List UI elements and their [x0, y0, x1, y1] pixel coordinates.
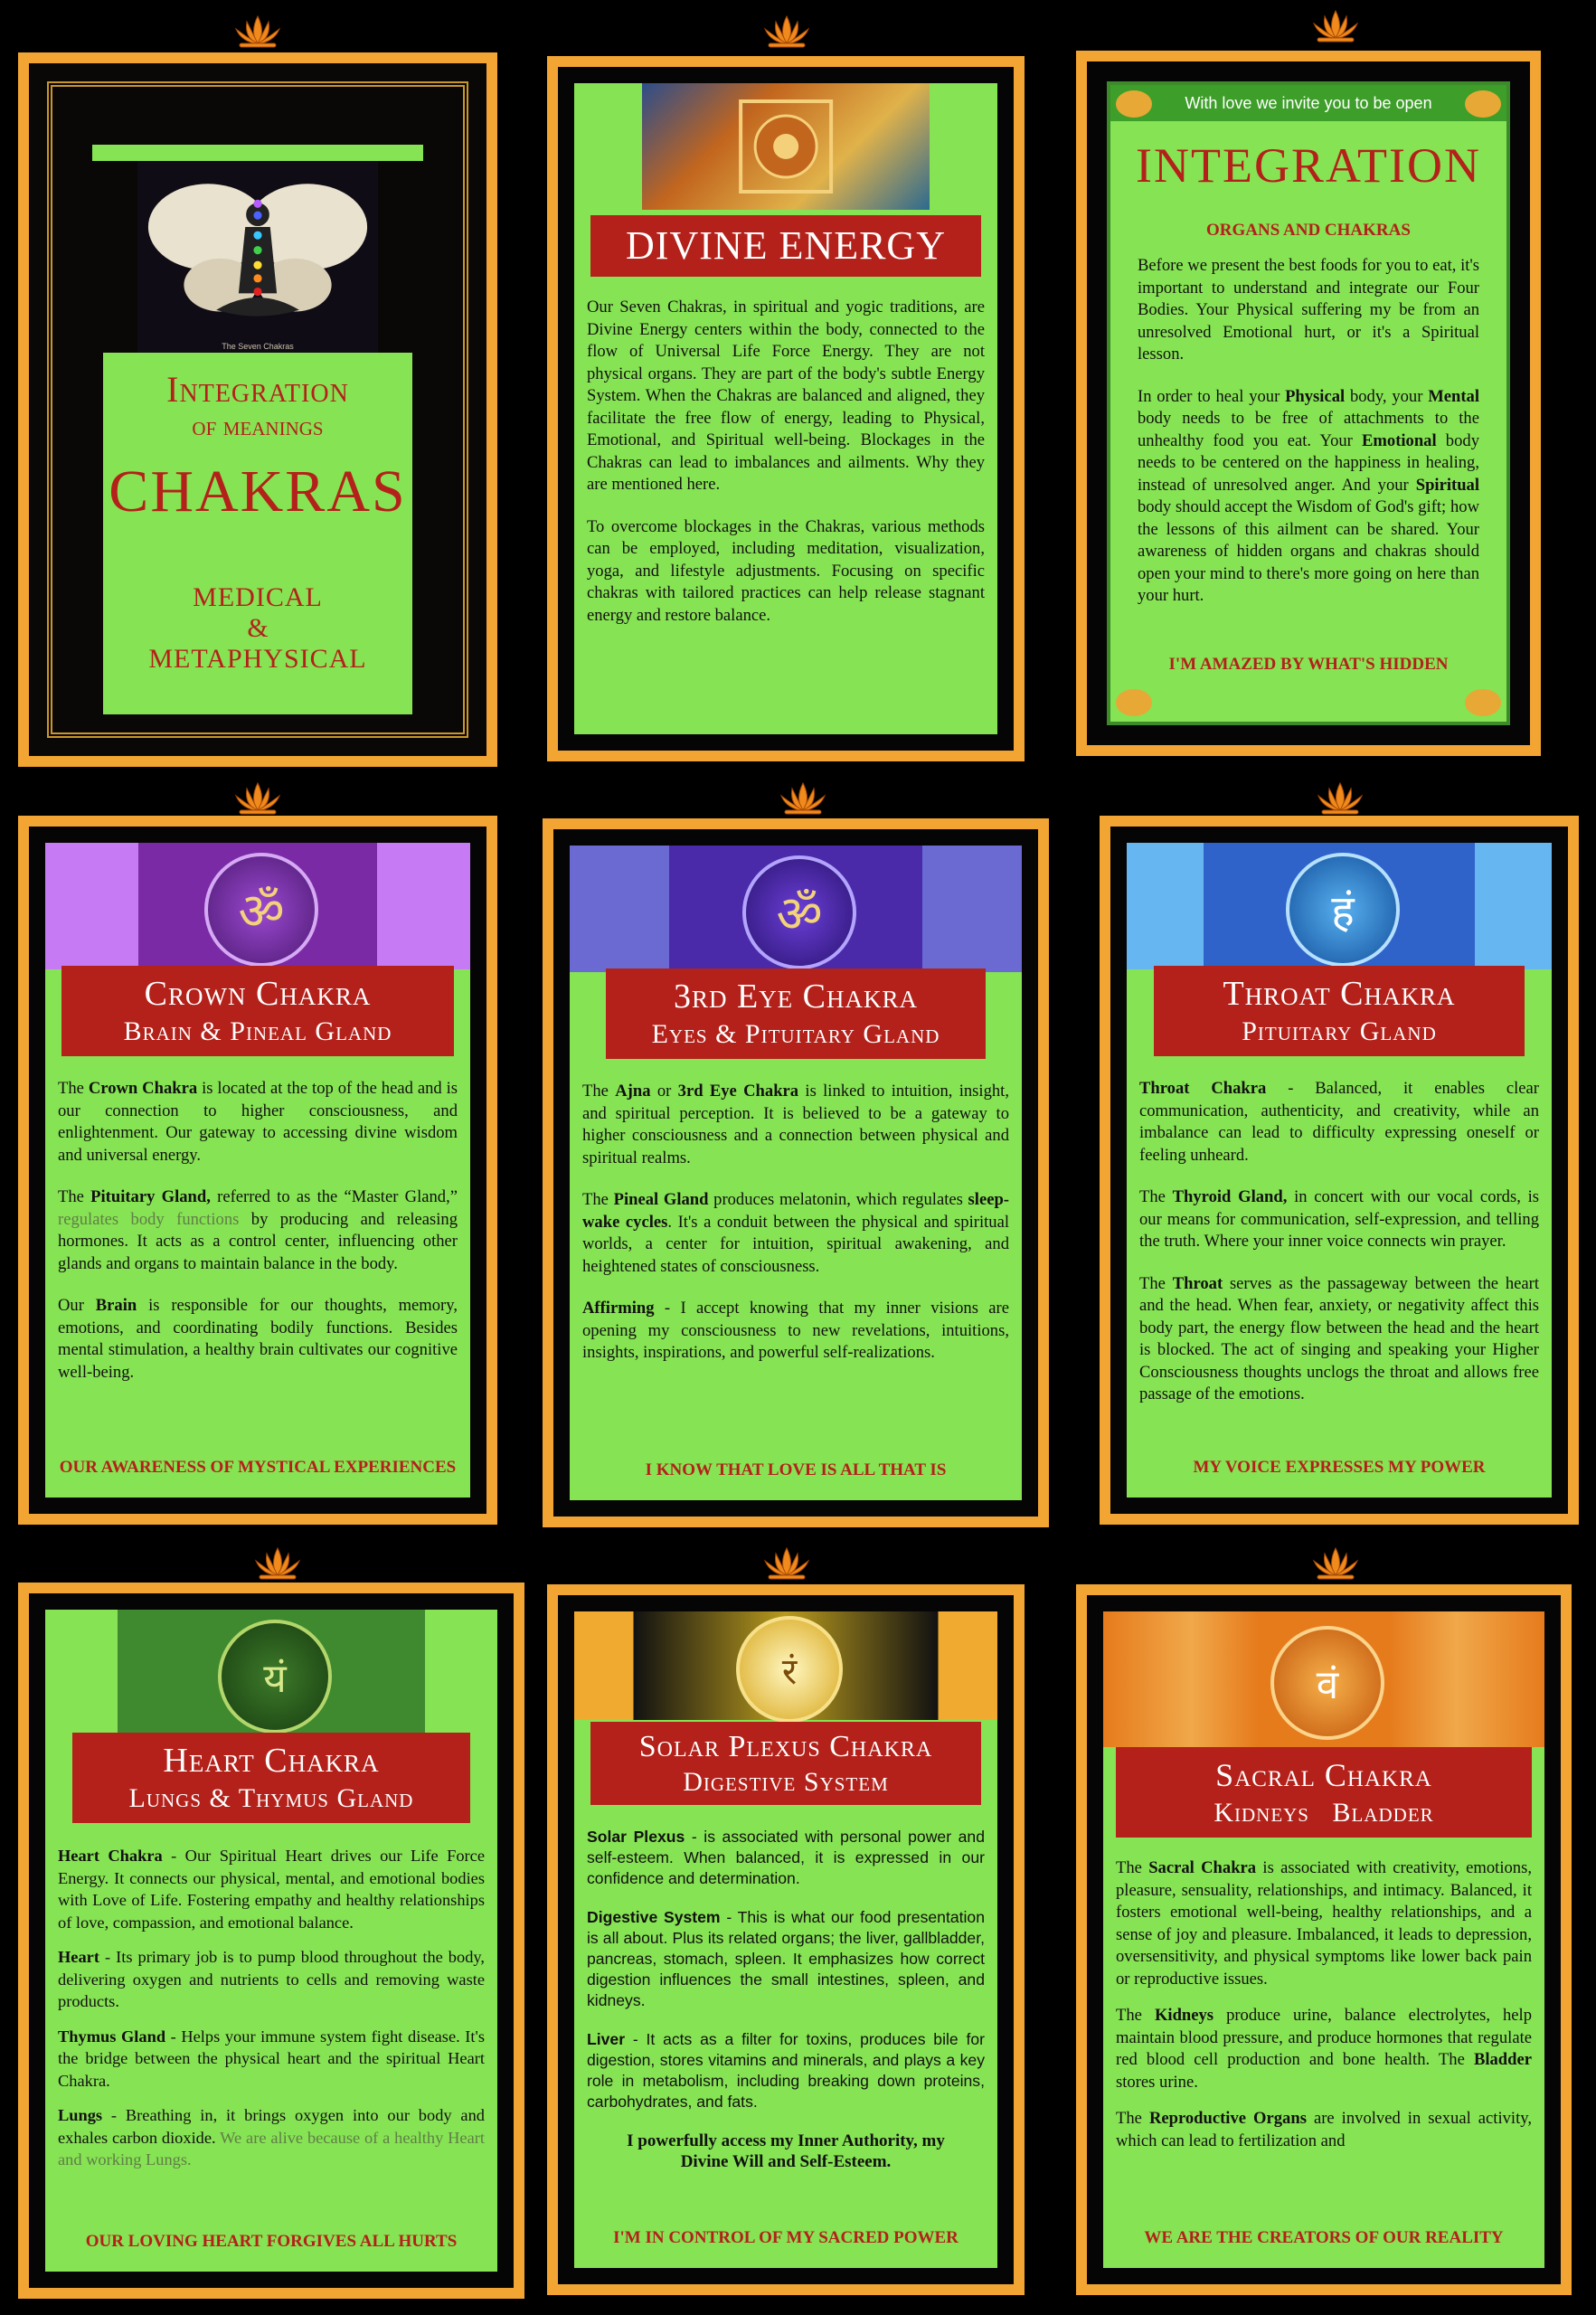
crown-chakra-card: [18, 816, 497, 1525]
sacral-paragraph-3: The Reproductive Organs are involved in sexual activity, which can lead to fertilization and: [1116, 2109, 1532, 2150]
crown-body: [58, 1078, 458, 1403]
integration-paragraph-2: In order to heal your Physical body, your Mental body needs to be free of attachments to the unhealthy food you eat. Your Emotional body needs to be centered on the happiness in healing, instead of unresolved anger. And your Spiritual body should accept the Wisdom of God's gift; how the lessons of this ailment can be shared. Your awareness of hidden organs and chakras should open your mind to there's more going on here than your hurt.: [1138, 386, 1480, 605]
third-eye-banner: [570, 846, 1022, 972]
sacral-title-bar: [1116, 1747, 1532, 1838]
cover-subtitle-medical: MEDICAL: [193, 582, 323, 612]
cover-top-bar: [92, 145, 423, 161]
solar-subtitle: Digestive System: [683, 1767, 889, 1797]
heart-paragraph-4: Lungs - Breathing in, it brings oxygen into our body and exhales carbon dioxide. We are alive because of a healthy Heart and working Lungs.: [58, 2106, 485, 2169]
cover-banner-caption: The Seven Chakras: [222, 342, 294, 351]
heart-chakra-card: [18, 1583, 524, 2299]
heart-paragraph-2: Heart - Its primary job is to pump blood throughout the body, delivering oxygen and nutrients to cells and removing waste products.: [58, 1948, 485, 2010]
lotus-corner-icon: [1116, 90, 1152, 118]
heart-symbol-icon: यं: [218, 1620, 332, 1734]
cover-subtitle-metaphysical: METAPHYSICAL: [148, 644, 367, 674]
heart-body: [58, 1845, 485, 2191]
cover-main-title: CHAKRAS: [109, 458, 407, 524]
lotus-ornament-icon: [231, 13, 285, 49]
third-eye-body: [582, 1081, 1009, 1384]
divine-title: DIVINE ENERGY: [626, 223, 946, 268]
integration-subtitle: ORGANS AND CHAKRAS: [1206, 221, 1411, 240]
throat-paragraph-2: The Thyroid Gland, in concert with our vocal cords, is our means for communication, self-expression, and telling the truth. Where your inner voice connects win prayer.: [1139, 1187, 1539, 1251]
sacral-banner: [1103, 1611, 1544, 1747]
sacral-panel: [1103, 1611, 1544, 2268]
lotus-ornament-icon: [760, 1545, 814, 1581]
lotus-ornament-icon: [1308, 7, 1363, 43]
solar-plexus-panel: [574, 1611, 997, 2268]
divine-body: [587, 297, 985, 647]
heart-panel: [45, 1610, 497, 2272]
third-eye-title: 3rd Eye Chakra: [673, 978, 919, 1016]
integration-paragraph-1: Before we present the best foods for you to eat, it's important to understand and integrate our Four Bodies. Your Physical suffering my be from an unresolved Emotional hurt, or it's a Spiritual lesson.: [1138, 256, 1479, 364]
throat-paragraph-1: Throat Chakra - Balanced, it enables clear communication, authenticity, and creativity, while an imbalance can lead to difficulty expressing oneself or feeling unheard.: [1139, 1079, 1539, 1165]
cover-card: [18, 52, 497, 767]
divine-energy-panel: [574, 83, 997, 734]
solar-banner: [574, 1611, 997, 1720]
divine-energy-card: [547, 56, 1025, 761]
mandala-image: [642, 83, 930, 210]
mandala-icon: [642, 83, 930, 210]
sacral-subtitle: Kidneys Bladder: [1214, 1798, 1434, 1828]
throat-paragraph-3: The Throat serves as the passageway between the heart and the head. When fear, anxiety, or negativity affect this body part, the energy flow between the head and the heart is blocked. The act of singing and speaking your Higher Consciousness thoughts unclogs the throat and allows free passage of the emotions.: [1139, 1273, 1539, 1403]
crown-paragraph-2: The Pituitary Gland, referred to as the “Master Gland,” regulates body functions by producing and releasing hormones. It acts as a control center, influencing other glands and organs to maintain balance in the body.: [58, 1187, 458, 1273]
solar-paragraph-2: Digestive System - This is what our food presentation is all about. Plus its related organs; the liver, gallbladder, pancreas, stomach, spleen. It emphasizes how correct digestion influences the small intestines, spleen, and kidneys.: [587, 1908, 985, 2009]
invite-text: With love we invite you to be open: [1185, 94, 1432, 112]
heart-subtitle: Lungs & Thymus Gland: [128, 1783, 414, 1813]
throat-chakra-card: [1100, 816, 1579, 1525]
throat-body: [1139, 1078, 1539, 1426]
cover-subtitle-ampersand: &: [247, 613, 269, 643]
lotus-corner-icon: [1465, 90, 1501, 118]
solar-body: [587, 1827, 985, 2192]
lotus-ornament-icon: [250, 1545, 305, 1581]
divine-title-bar: [590, 215, 981, 277]
crown-panel: [45, 843, 470, 1498]
third-eye-symbol-icon: ॐ: [742, 855, 856, 969]
third-eye-banner-center: [669, 846, 922, 972]
throat-tagline: MY VOICE EXPRESSES MY POWER: [1193, 1458, 1486, 1477]
heart-title: Heart Chakra: [163, 1742, 380, 1780]
crown-paragraph-1: The Crown Chakra is located at the top of the head and is our connection to higher consciousness, and enlightenment. Our gateway to accessing divine wisdom and universal energy.: [58, 1079, 458, 1165]
crown-subtitle: Brain & Pineal Gland: [123, 1016, 392, 1046]
solar-title: Solar Plexus Chakra: [638, 1730, 933, 1763]
third-eye-paragraph-2: The Pineal Gland produces melatonin, which regulates sleep-wake cycles. It's a conduit between the physical and spiritual worlds, a center for intuition, spiritual awakening, and heightened states of consciousness.: [582, 1190, 1009, 1276]
lotus-ornament-icon: [231, 780, 285, 816]
lotus-ornament-icon: [1313, 780, 1367, 816]
divine-paragraph-1: Our Seven Chakras, in spiritual and yogic traditions, are Divine Energy centers within the body, connected to the flow of Universal Life Force Energy. They are not physical organs. They are part of the body's subtle Energy System. When the Chakras are balanced and aligned, they facilitate the free flow of energy, leading to Physical, Emotional, and Spiritual well-being. Blockages in the Chakras can lead to imbalances and ailments. Why they are mentioned here.: [587, 298, 985, 494]
crown-title-bar: [61, 966, 454, 1056]
throat-banner-center: [1204, 843, 1476, 969]
crown-symbol-icon: ॐ: [204, 853, 318, 967]
third-eye-subtitle: Eyes & Pituitary Gland: [651, 1019, 940, 1049]
third-eye-chakra-card: [543, 818, 1049, 1527]
invite-bar: [1110, 85, 1506, 121]
heart-paragraph-3: Thymus Gland - Helps your immune system fight disease. It's the bridge between the physical heart and the spiritual Heart Chakra.: [58, 2027, 486, 2090]
solar-paragraph-3: Liver - It acts as a filter for toxins, produces bile for digestion, stores vitamins and minerals, and plays a key role in metabolism, including breaking down proteins, carbohydrates, and fats.: [587, 2030, 985, 2111]
integration-title: INTEGRATION: [1136, 138, 1481, 193]
integration-card: [1076, 51, 1541, 756]
sacral-paragraph-2: The Kidneys produce urine, balance electrolytes, help maintain blood pressure, and produce hormones that regulate red blood cell production and bone health. The Bladder stores urine.: [1116, 2006, 1533, 2092]
crown-title: Crown Chakra: [144, 975, 372, 1013]
sacral-chakra-card: [1076, 1584, 1572, 2295]
crown-banner: [45, 843, 470, 969]
solar-plexus-chakra-card: [547, 1584, 1025, 2295]
lotus-ornament-icon: [1308, 1545, 1363, 1581]
lotus-corner-icon: [1116, 689, 1152, 716]
throat-symbol-icon: हं: [1286, 853, 1400, 967]
lotus-corner-icon: [1465, 689, 1501, 716]
cover-title-line1: Integration: [166, 369, 349, 410]
integration-body: [1138, 255, 1479, 628]
sacral-tagline: WE ARE THE CREATORS OF OUR REALITY: [1144, 2228, 1504, 2247]
throat-panel: [1127, 843, 1552, 1498]
cover-title-line2: of meanings: [192, 411, 324, 441]
sacral-title: Sacral Chakra: [1215, 1757, 1432, 1793]
sacral-body: [1116, 1857, 1532, 2172]
solar-affirmation: I powerfully access my Inner Authority, my Divine Will and Self-Esteem.: [627, 2131, 945, 2171]
cover-butterfly-image: [137, 161, 378, 353]
throat-title: Throat Chakra: [1223, 975, 1456, 1013]
lotus-ornament-icon: [776, 780, 830, 816]
heart-tagline: OUR LOVING HEART FORGIVES ALL HURTS: [85, 2232, 458, 2251]
crown-tagline: OUR AWARENESS OF MYSTICAL EXPERIENCES: [59, 1458, 457, 1477]
lotus-ornament-icon: [760, 13, 814, 49]
heart-paragraph-1: Heart Chakra - Our Spiritual Heart drives our Life Force Energy. It connects our physical, mental, and emotional bodies with Love of Life. Fostering empathy and healthy relationships of love, compassion, and emotional balance.: [58, 1847, 485, 1932]
cover-green-panel: [103, 353, 412, 714]
divine-banner: [574, 83, 997, 210]
third-eye-title-bar: [606, 969, 986, 1059]
crown-paragraph-3: Our Brain is responsible for our thoughts, memory, emotions, and coordinating bodily functions. Besides mental stimulation, a healthy brain cultivates our cognitive well-being.: [58, 1296, 458, 1382]
third-eye-panel: [570, 846, 1022, 1500]
third-eye-paragraph-1: The Ajna or 3rd Eye Chakra is linked to intuition, insight, and spiritual perception. It is believed to be a gateway to higher consciousness and a connection between physical and spiritual realms.: [582, 1082, 1009, 1167]
meditating-butterfly-icon: [137, 161, 378, 353]
throat-title-bar: [1154, 966, 1525, 1056]
solar-tagline: I'M IN CONTROL OF MY SACRED POWER: [613, 2228, 959, 2247]
sacral-paragraph-1: The Sacral Chakra is associated with creativity, emotions, pleasure, sensuality, relationships, and intimacy. Balanced, it fosters emotional well-being, healthy relationships, and a sense of joy and pleasure. Imbalanced, it leads to depression, oversensitivity, and physical symptoms like lower back pain or reproductive issues.: [1116, 1858, 1532, 1989]
throat-banner: [1127, 843, 1552, 969]
heart-title-bar: [72, 1733, 470, 1823]
divine-paragraph-2: To overcome blockages in the Chakras, various methods can be employed, including meditation, visualization, yoga, and lifestyle adjustments. Focusing on specific chakras with tailored practices can help release stagnant energy and restore balance.: [587, 516, 985, 625]
sacral-symbol-icon: वं: [1270, 1626, 1384, 1740]
integration-panel: [1107, 81, 1510, 725]
heart-banner-center: [118, 1610, 425, 1736]
solar-paragraph-1: Solar Plexus - is associated with personal power and self-esteem. When balanced, it is expressed in our confidence and determination.: [587, 1828, 985, 1887]
crown-banner-center: [138, 843, 376, 969]
throat-subtitle: Pituitary Gland: [1242, 1016, 1437, 1046]
third-eye-tagline: I KNOW THAT LOVE IS ALL THAT IS: [645, 1460, 947, 1479]
heart-banner: [45, 1610, 497, 1736]
solar-title-bar: [590, 1722, 981, 1805]
integration-tagline: I'M AMAZED BY WHAT'S HIDDEN: [1168, 655, 1449, 674]
third-eye-paragraph-3: Affirming - I accept knowing that my inner visions are opening my consciousness to new revelations, intuitions, insights, inspirations, and powerful self-realizations.: [582, 1299, 1009, 1362]
solar-plexus-symbol-icon: रं: [736, 1616, 843, 1723]
